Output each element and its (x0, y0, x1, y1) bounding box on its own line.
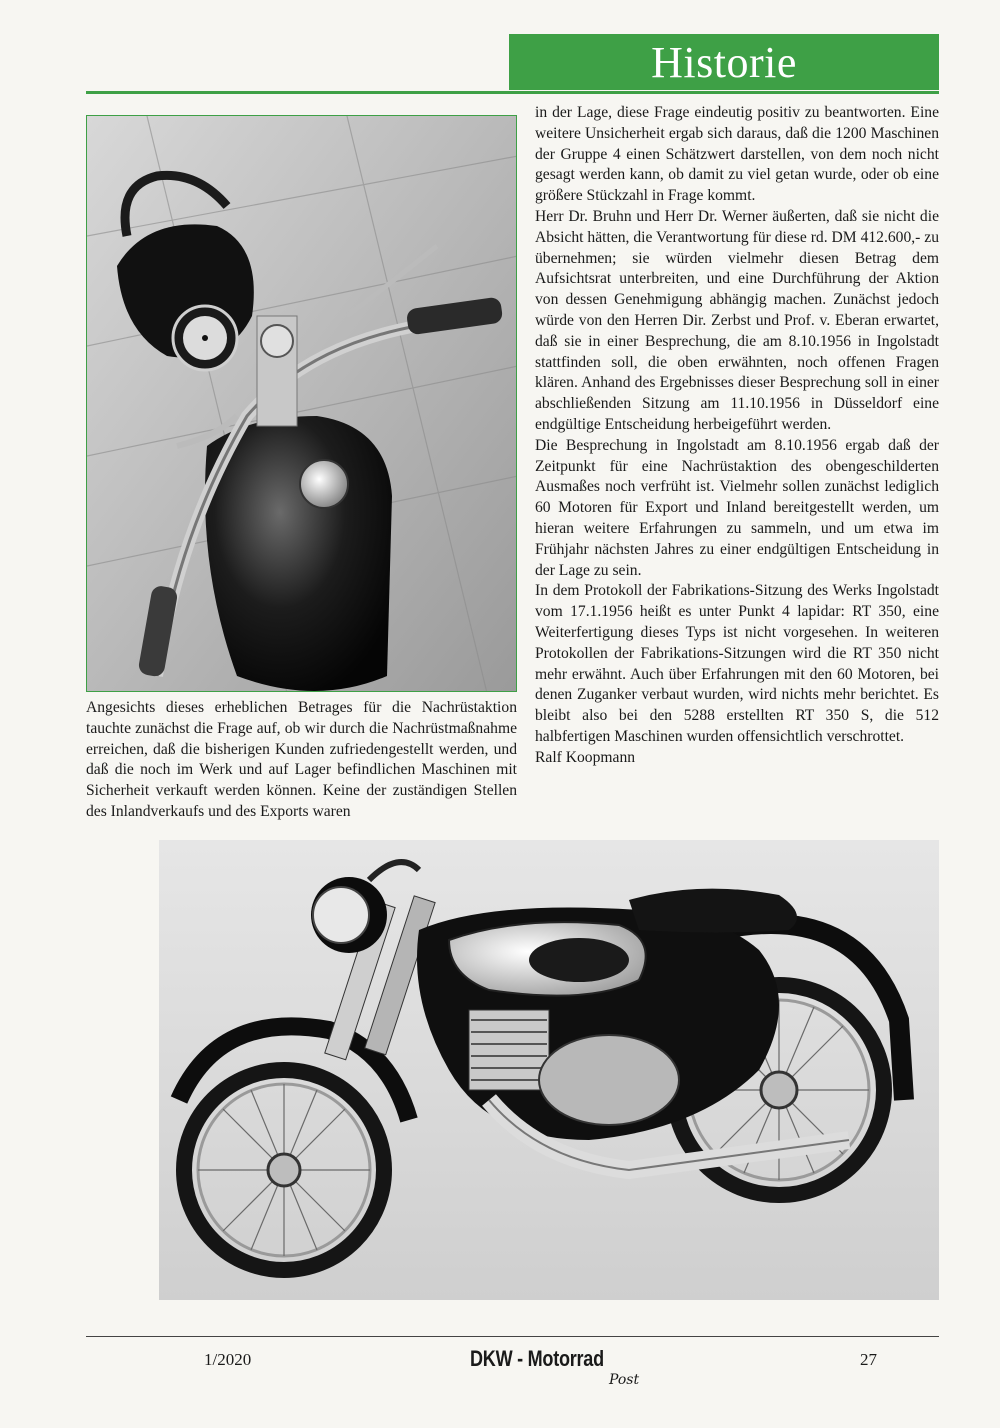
paragraph: Angesichts dieses erheblichen Betrages für die Nachrüstaktion tauchte zunächst die Frage auf, ob wir durch die Nachrüstmaßnahme erreichen, daß die bisherigen Kunden zufriedengestellt werden, und daß die noch im Werk und auf Lager befindlichen Maschinen mit Sicherheit verkauft werden können. Keine der zuständigen Stellen des Inlandverkaufs und des Exports waren (86, 699, 517, 820)
paragraph: Herr Dr. Bruhn und Herr Dr. Werner äußerten, daß sie nicht die Absicht hätten, die Verantwortung für diese rd. DM 412.600,- zu übernehmen; sie würden vielmehr diesen Betrag dem Aufsichtsrat unterbreiten, und eine Durchführung der Aktion von dessen Genehmigung abhängig machen. Zunächst jedoch würde von den Herren Dir. Zerbst und Prof. v. Eberan erwartet, daß sie in einer Besprechung, die am 8.10.1956 in Ingolstadt stattfinden soll, die oben erwähnten, noch offenen Fragen klären. Anhand des Ergebnisses dieser Besprechung soll in einer abschließenden Sitzung am 11.10.1956 in Düsseldorf eine endgültige Entscheidung herbeigeführt werden. (535, 207, 939, 433)
paragraph: in der Lage, diese Frage eindeutig positiv zu beantworten. Eine weitere Unsicherheit ergab sich daraus, daß die 1200 Maschinen der Gruppe 4 einen Schätzwert darstellen, von dem noch nicht gesagt werden kann, ob damit zu viel getan wurde, oder ob eine größere Stückzahl in Frage kommt. (535, 104, 939, 205)
article-right-column (535, 103, 939, 769)
handlebar-photo (86, 115, 517, 692)
author-signature: Ralf Koopmann (535, 748, 636, 766)
logo-subtitle: Post (609, 1372, 640, 1388)
section-title: Historie (651, 37, 797, 87)
page-number: 27 (860, 1350, 877, 1369)
motorcycle-photo (159, 840, 939, 1300)
article-left-column (86, 698, 517, 823)
paragraph: In dem Protokoll der Fabrikations-Sitzung des Werks Ingolstadt vom 17.1.1956 heißt es unter Punkt 4 lapidar: RT 350, eine Weiterfertigung dieses Typs ist nicht vorgesehen. In weiteren Protokollen der Fabrikations-Sitzungen wird die RT 350 nicht mehr erwähnt. Auch über Erfahrungen mit den 60 Motoren, bei denen Zuganker verbaut wurden, wird nichts mehr berichtet. Es bleibt also bei den 5288 erstellten RT 350 S, die 512 halbfertigen Maschinen wurden offensichtlich verschrottet. (535, 582, 939, 745)
footer-rule (86, 1336, 939, 1337)
magazine-logo (470, 1346, 660, 1402)
paragraph: Die Besprechung in Ingolstadt am 8.10.1956 ergab daß der Zeitpunkt für eine Nachrüstaktion des obengeschilderten Ausmaßes noch verfrüht ist. Vielmehr sollen zunächst lediglich 60 Motoren für Export und Inland bereitgestellt werden, um hieran weitere Erfahrungen zu sammeln, und um etwa im Frühjahr nächsten Jahres zu einer endgültigen Entscheidung in der Lage zu sein. (535, 436, 939, 579)
header-rule (86, 91, 939, 94)
logo-wordmark: DKW - Motorrad (470, 1346, 604, 1371)
issue-number: 1/2020 (204, 1350, 252, 1369)
